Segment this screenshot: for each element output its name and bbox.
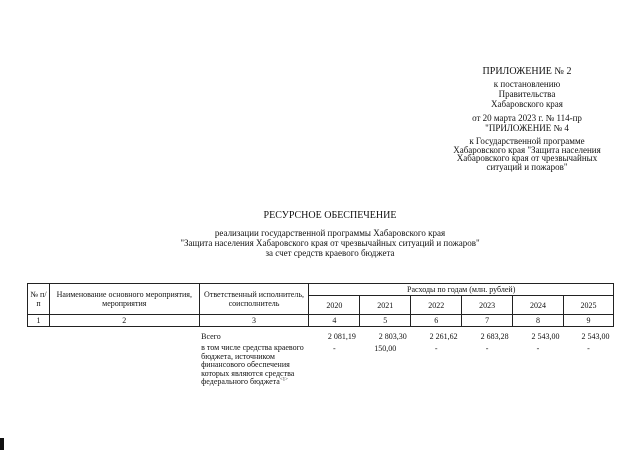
header-responsible: Ответственный исполнитель, соисполнитель (199, 284, 309, 315)
value-cell: - (485, 344, 489, 353)
value-cell: 2 803,30 (378, 332, 407, 341)
appendix-line: Правительства (498, 89, 556, 99)
value-cell: 2 081,19 (327, 332, 356, 341)
value-cell: 2 261,62 (429, 332, 458, 341)
appendix-line: Хабаровского края от чрезвычайных (456, 153, 598, 163)
value-cell: - (536, 344, 540, 353)
document-title: РЕСУРСНОЕ ОБЕСПЕЧЕНИЕ (263, 210, 397, 221)
appendix-line: Хабаровского края (491, 99, 563, 109)
table-row (28, 327, 614, 343)
document-subtitle: за счет средств краевого бюджета (265, 248, 395, 258)
header-expenses: Расходы по годам (млн. рублей) (309, 284, 614, 296)
page-edge-mark (0, 438, 4, 450)
value-cell: 150,00 (374, 344, 397, 353)
appendix-block (432, 66, 622, 171)
resource-table (27, 283, 614, 387)
value-cell: 2 543,00 (531, 332, 560, 341)
appendix-date: от 20 марта 2023 г. № 114-пр (472, 113, 582, 123)
column-index: 5 (360, 315, 411, 327)
appendix-line: Хабаровского края "Защита населения (453, 144, 601, 155)
column-index: 6 (411, 315, 462, 327)
document-subtitle: "Защита населения Хабаровского края от чрезвычайных ситуаций и пожаров" (180, 238, 480, 248)
header-year: 2021 (360, 296, 411, 315)
header-year: 2022 (411, 296, 462, 315)
row-label: Всего (201, 332, 221, 341)
footnote-marker: <1> (279, 377, 288, 383)
header-name: Наименование основного мероприятия, мероприятия (49, 284, 199, 315)
column-index: 9 (563, 315, 613, 327)
value-cell: 2 683,28 (480, 332, 509, 341)
document-title-block (120, 210, 540, 258)
column-index: 2 (49, 315, 199, 327)
column-index: 1 (28, 315, 50, 327)
table-row (28, 342, 614, 387)
header-year: 2024 (513, 296, 564, 315)
appendix-line: к постановлению (493, 79, 561, 89)
appendix-line: ситуаций и пожаров" (486, 161, 568, 172)
header-year: 2023 (462, 296, 513, 315)
column-index: 4 (309, 315, 360, 327)
appendix-line: "ПРИЛОЖЕНИЕ № 4 (485, 123, 569, 133)
value-cell: - (434, 344, 438, 353)
column-index: 7 (462, 315, 513, 327)
header-year: 2025 (563, 296, 613, 315)
value-cell: - (333, 344, 336, 353)
value-cell: - (587, 344, 590, 353)
appendix-heading: ПРИЛОЖЕНИЕ № 2 (482, 66, 572, 77)
column-index: 8 (513, 315, 564, 327)
value-cell: 2 543,00 (581, 332, 610, 341)
row-label (199, 342, 309, 387)
row-label-text: в том числе средства краевого бюджета, источником финансового обеспечения которых являются средства федерального бюджета (201, 343, 304, 386)
header-number: № п/п (28, 284, 50, 315)
header-year: 2020 (309, 296, 360, 315)
appendix-line: к Государственной программе (469, 136, 585, 146)
column-index: 3 (199, 315, 309, 327)
document-subtitle: реализации государственной программы Хабаровского края (214, 228, 446, 238)
